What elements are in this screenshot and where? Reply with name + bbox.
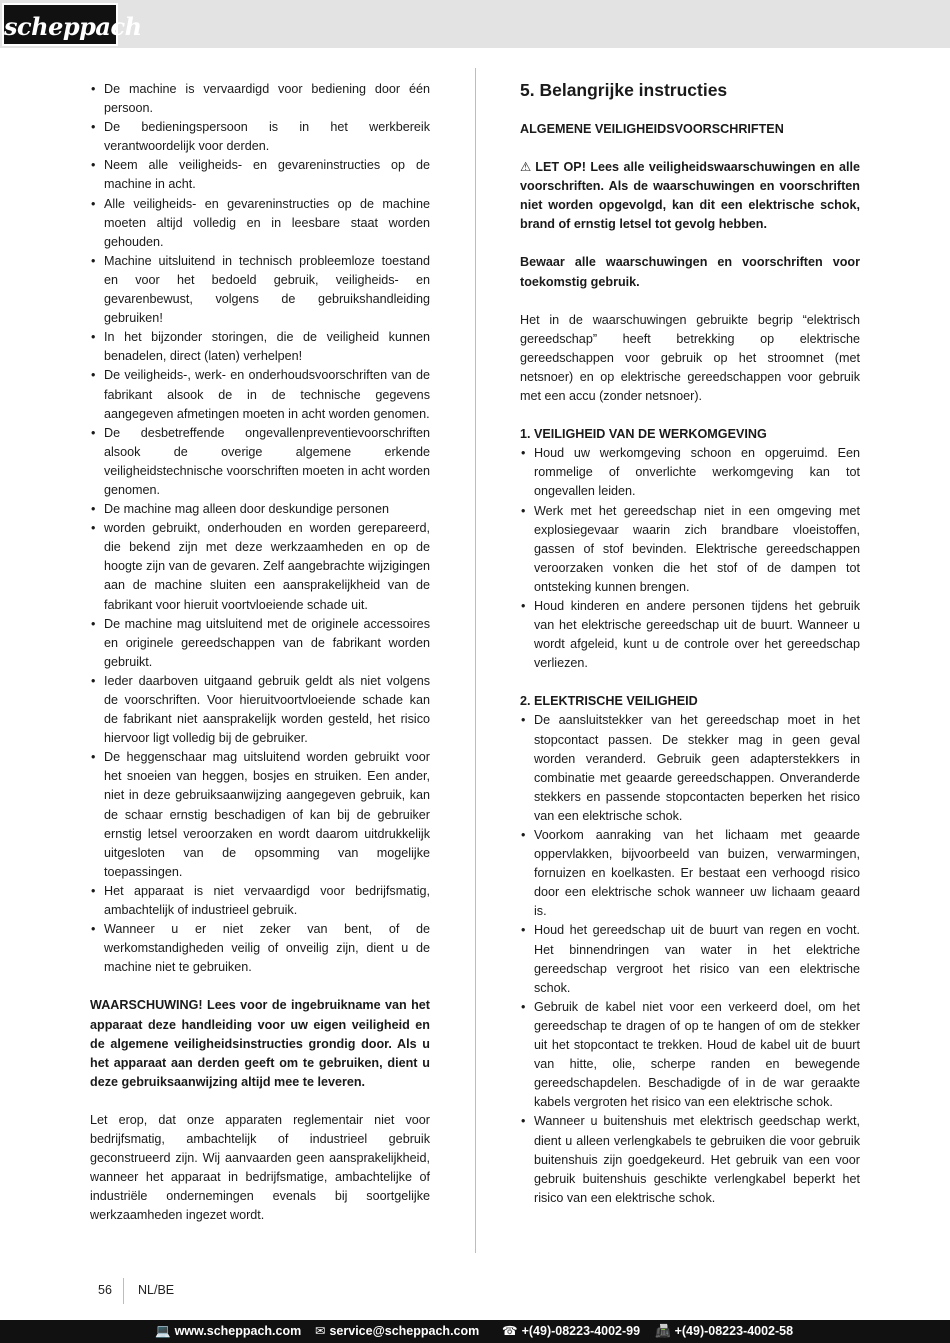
scheppach-logo: scheppach bbox=[2, 3, 118, 46]
list-item: • De machine mag alleen door deskundige personen bbox=[90, 500, 430, 519]
fax-icon: 📠 bbox=[655, 1324, 671, 1338]
list-item: • Gebruik de kabel niet voor een verkeerd doel, om het gereedschap te dragen of op te hangen of om de stekker uit het stopcontact te trekken. Houd de kabel uit de buurt van hitte, olie, scherpe randen en bewegende gereedschapdelen. Beschadigde of in de war geraakte kabels vergroten het risico van een elektrische schok. bbox=[520, 998, 860, 1113]
attention-text: LET OP! Lees alle veiligheidswaarschuwingen en alle voorschriften. Als de waarschuwingen en voorschriften niet worden opgevolgd, kan dit een elektrische schok, brand of ernstig letsel tot gevolg hebben. bbox=[520, 160, 860, 232]
list-item: • De aansluitstekker van het gereedschap moet in het stopcontact passen. De stekker mag in geen geval worden veranderd. Gebruik geen adapterstekkers in combinatie met geaarde gereedschappen. Onveranderde stekkers en passende stopcontacten beperken het risico van een elektrische schok. bbox=[520, 711, 860, 826]
list-item: • worden gebruikt, onderhouden en worden gerepareerd, die bekend zijn met deze werkzaamheden en op de hoogte zijn van de gevaren. Zelf aangebrachte wijzigingen aan de machine sluiten een aansprakelijkheid van de fabrikant voor hieruit voortvloeiende schade uit. bbox=[90, 519, 430, 614]
list-item: • Wanneer u buitenshuis met elektrisch geedschap werkt, dient u alleen verlengkabels te gebruiken die voor gebruik buitenshuis zijn goedgekeurd. Het gebruik van een voor gebruik buitenshuis geschikte verlengkabel beperkt het risico van een elektrische schok. bbox=[520, 1112, 860, 1207]
intro-paragraph: Het in de waarschuwingen gebruikte begrip “elektrisch gereedschap” heeft betrekking op elektrische gereedschappen voor gebruik op het stroomnet (met netsnoer) en op elektrische gereedschappen voor gebruik met een accu (zonder netsnoer). bbox=[520, 312, 860, 404]
list-item: • Neem alle veiligheids- en gevareninstructies op de machine in acht. bbox=[90, 156, 430, 194]
right-column bbox=[520, 80, 860, 1208]
list-item: • Voorkom aanraking van het lichaam met geaarde oppervlakken, bijvoorbeeld van buizen, verwarmingen, fornuizen en koelkasten. Er bestaat een verhoogd risico door een elektrische schok wanneer uw lichaam geaard is. bbox=[520, 826, 860, 921]
section1-bullet-list bbox=[520, 444, 860, 673]
phone-contact bbox=[502, 1320, 640, 1343]
warning-triangle-icon: ⚠ bbox=[520, 160, 532, 175]
list-item: • De heggenschaar mag uitsluitend worden gebruikt voor het snoeien van heggen, bosjes en struiken. Een ander, niet in deze gebruiksaanwijzing aangegeven gebruik, kan de schaar ernstig beschadigen of kan bij de gebruiker ernstig letsel veroorzaken en wordt daarom uitdrukkelijk uitgesloten van de opsomming van mogelijke toepassingen. bbox=[90, 748, 430, 882]
list-item: • Ieder daarboven uitgaand gebruik geldt als niet volgens de voorschriften. Voor hieruitvoortvloeiende schade kan de fabrikant niet aansprakelijk worden gesteld, het risico hiervoor ligt volledig bij de gebruiker. bbox=[90, 672, 430, 748]
list-item: • De desbetreffende ongevallenpreventievoorschriften alsook de overige algemene erkende veiligheidstechnische voorschriften moeten in acht worden genomen. bbox=[90, 424, 430, 500]
mail-icon: ✉ bbox=[315, 1324, 326, 1338]
usage-note-paragraph: Let erop, dat onze apparaten reglementair niet voor bedrijfsmatig, ambachtelijk of industrieel gebruik geconstrueerd zijn. Wij aanvaarden geen aansprakelijkheid, wanneer het apparaat in bedrijfsmatige, ambachtelijke of industriële ondernemingen evenals bij soortgelijke werkzaamheden ingezet wordt. bbox=[90, 1112, 430, 1223]
list-item: • In het bijzonder storingen, die de veiligheid kunnen benadelen, direct (laten) verhelpen! bbox=[90, 328, 430, 366]
list-item: • Alle veiligheids- en gevareninstructies op de machine moeten altijd volledig en in leesbare staat worden gehouden. bbox=[90, 195, 430, 252]
email-contact[interactable] bbox=[315, 1320, 479, 1343]
left-column bbox=[90, 80, 430, 1225]
email-link[interactable]: service@scheppach.com bbox=[329, 1324, 480, 1338]
phone-icon: ☎ bbox=[502, 1324, 518, 1338]
computer-icon: 💻 bbox=[155, 1324, 171, 1338]
language-code: NL/BE bbox=[138, 1283, 175, 1297]
header-bar bbox=[0, 0, 950, 48]
list-item: • Houd het gereedschap uit de buurt van regen en vocht. Het binnendringen van water in het elektriche gereedschap vergroot het risico van een elektrische schok. bbox=[520, 921, 860, 997]
section1-heading: 1. VEILIGHEID VAN DE WERKOMGEVING bbox=[520, 427, 767, 442]
section2-bullet-list bbox=[520, 711, 860, 1207]
list-item: • Wanneer u er niet zeker van bent, of de werkomstandigheden veilig of onveilig zijn, dient u de machine niet te gebruiken. bbox=[90, 920, 430, 977]
fax-number: +(49)-08223-4002-58 bbox=[674, 1324, 794, 1338]
list-item: • Werk met het gereedschap niet in een omgeving met explosiegevaar waarin zich brandbare vloeistoffen, gassen of stof bevinden. Elektrische gereedschappen veroorzaken vonken die het stof of de dampen tot ontsteking kunnen brengen. bbox=[520, 502, 860, 597]
list-item: • De veiligheids-, werk- en onderhoudsvoorschriften van de fabrikant alsook de in de technische gegevens aangegeven afmetingen moeten in acht worden genomen. bbox=[90, 366, 430, 423]
list-item: • Machine uitsluitend in technisch probleemloze toestand en voor het bedoeld gebruik, veiligheids- en gevarenbewust, volgens de gebruikshandleiding gebruiken! bbox=[90, 252, 430, 328]
warning-paragraph: WAARSCHUWING! Lees voor de ingebruikname van het apparaat deze handleiding voor uw eigen veiligheid en de algemene veiligheidsinstructies grondig door. Als u het apparaat aan derden geeft om te gebruiken, dient u deze gebruiksaanwijzing altijd mee te leveren. bbox=[90, 998, 430, 1089]
list-item: • Houd kinderen en andere personen tijdens het gebruik van het elektrische gereedschap uit de buurt. Wanneer u wordt afgeleid, kunt u de controle over het gereedschap verliezen. bbox=[520, 597, 860, 673]
list-item: • Houd uw werkomgeving schoon en opgeruimd. Een rommelige of onverlichte werkomgeving kan tot ongevallen leiden. bbox=[520, 444, 860, 501]
website-link[interactable]: www.scheppach.com bbox=[174, 1324, 302, 1338]
column-divider bbox=[475, 68, 476, 1253]
keep-instructions-paragraph: Bewaar alle waarschuwingen en voorschriften voor toekomstig gebruik. bbox=[520, 255, 860, 289]
section-title: 5. Belangrijke instructies bbox=[520, 80, 728, 100]
list-item: • De bedieningspersoon is in het werkbereik verantwoordelijk voor derden. bbox=[90, 118, 430, 156]
page-number: 56 bbox=[98, 1283, 112, 1297]
section-subtitle: ALGEMENE VEILIGHEIDSVOORSCHRIFTEN bbox=[520, 122, 784, 136]
list-item: • Het apparaat is niet vervaardigd voor bedrijfsmatig, ambachtelijk of industrieel gebruik. bbox=[90, 882, 430, 920]
left-bullet-list bbox=[90, 80, 430, 977]
footer-divider bbox=[123, 1278, 124, 1304]
section2-heading: 2. ELEKTRISCHE VEILIGHEID bbox=[520, 694, 698, 709]
list-item: • De machine mag uitsluitend met de originele accessoires en originele gereedschappen van de fabrikant worden gebruikt. bbox=[90, 615, 430, 672]
phone-number: +(49)-08223-4002-99 bbox=[521, 1324, 641, 1338]
attention-paragraph bbox=[520, 158, 860, 234]
fax-contact bbox=[655, 1320, 793, 1343]
website-contact[interactable] bbox=[155, 1320, 301, 1343]
list-item: • De machine is vervaardigd voor bediening door één persoon. bbox=[90, 80, 430, 118]
contact-bar bbox=[0, 1320, 950, 1343]
